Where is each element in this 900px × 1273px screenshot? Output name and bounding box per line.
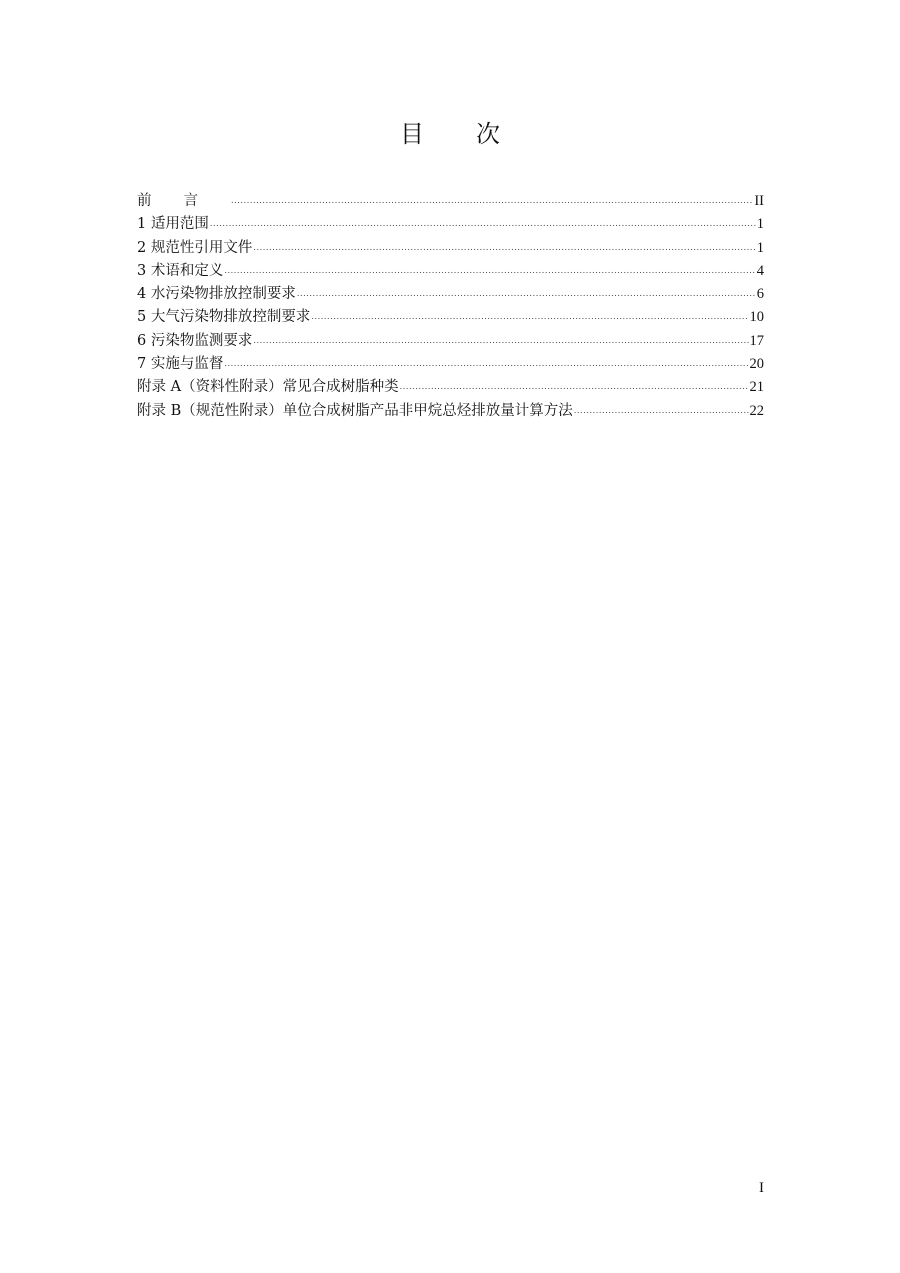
toc-entry-label: 4 水污染物排放控制要求 xyxy=(137,286,296,303)
toc-dot-leader xyxy=(210,212,756,235)
toc-dot-leader xyxy=(400,375,749,398)
toc-entry-label: 7 实施与监督 xyxy=(137,356,224,373)
toc-entry-appendix-b[interactable] xyxy=(137,400,764,423)
toc-entry-label: 2 规范性引用文件 xyxy=(137,239,253,256)
toc-entry-appendix-a[interactable] xyxy=(137,376,764,399)
toc-entry-page: 1 xyxy=(756,216,764,233)
toc-entry-page: 22 xyxy=(749,402,764,419)
toc-entry-label: 附录 A（资料性附录）常见合成树脂种类 xyxy=(137,379,399,396)
toc-entry-page: 6 xyxy=(756,286,764,303)
toc-entry-label: 1 适用范围 xyxy=(137,216,209,233)
toc-dot-leader xyxy=(297,282,756,305)
toc-entry-normative-references[interactable] xyxy=(137,237,764,260)
table-of-contents xyxy=(137,190,764,423)
toc-entry-label: 5 大气污染物排放控制要求 xyxy=(137,309,311,326)
toc-dot-leader xyxy=(311,305,748,328)
toc-entry-scope[interactable] xyxy=(137,213,764,236)
toc-dot-leader xyxy=(231,189,753,212)
toc-entry-label: 6 污染物监测要求 xyxy=(137,332,253,349)
toc-entry-page: 10 xyxy=(749,309,764,326)
toc-entry-label: 3 术语和定义 xyxy=(137,262,224,279)
page-title: 目次 xyxy=(400,120,552,148)
page-number: I xyxy=(759,1180,764,1196)
toc-entry-page: 21 xyxy=(749,379,764,396)
toc-dot-leader xyxy=(224,352,748,375)
toc-dot-leader xyxy=(253,236,755,259)
toc-entry-water-pollutants[interactable] xyxy=(137,283,764,306)
toc-entry-terms[interactable] xyxy=(137,260,764,283)
toc-entry-label: 附录 B（规范性附录）单位合成树脂产品非甲烷总烃排放量计算方法 xyxy=(137,402,573,419)
toc-entry-foreword[interactable] xyxy=(137,190,764,213)
toc-entry-page: 20 xyxy=(749,356,764,373)
toc-entry-monitoring[interactable] xyxy=(137,330,764,353)
toc-dot-leader xyxy=(253,329,748,352)
toc-entry-label: 前言 xyxy=(137,193,230,209)
toc-dot-leader xyxy=(224,259,755,282)
toc-entry-air-pollutants[interactable] xyxy=(137,306,764,329)
toc-dot-leader xyxy=(574,399,749,422)
toc-entry-implementation[interactable] xyxy=(137,353,764,376)
toc-entry-page: 4 xyxy=(756,262,764,279)
toc-entry-page: 17 xyxy=(749,332,764,349)
toc-entry-page: 1 xyxy=(756,239,764,256)
toc-entry-page: II xyxy=(754,193,764,209)
